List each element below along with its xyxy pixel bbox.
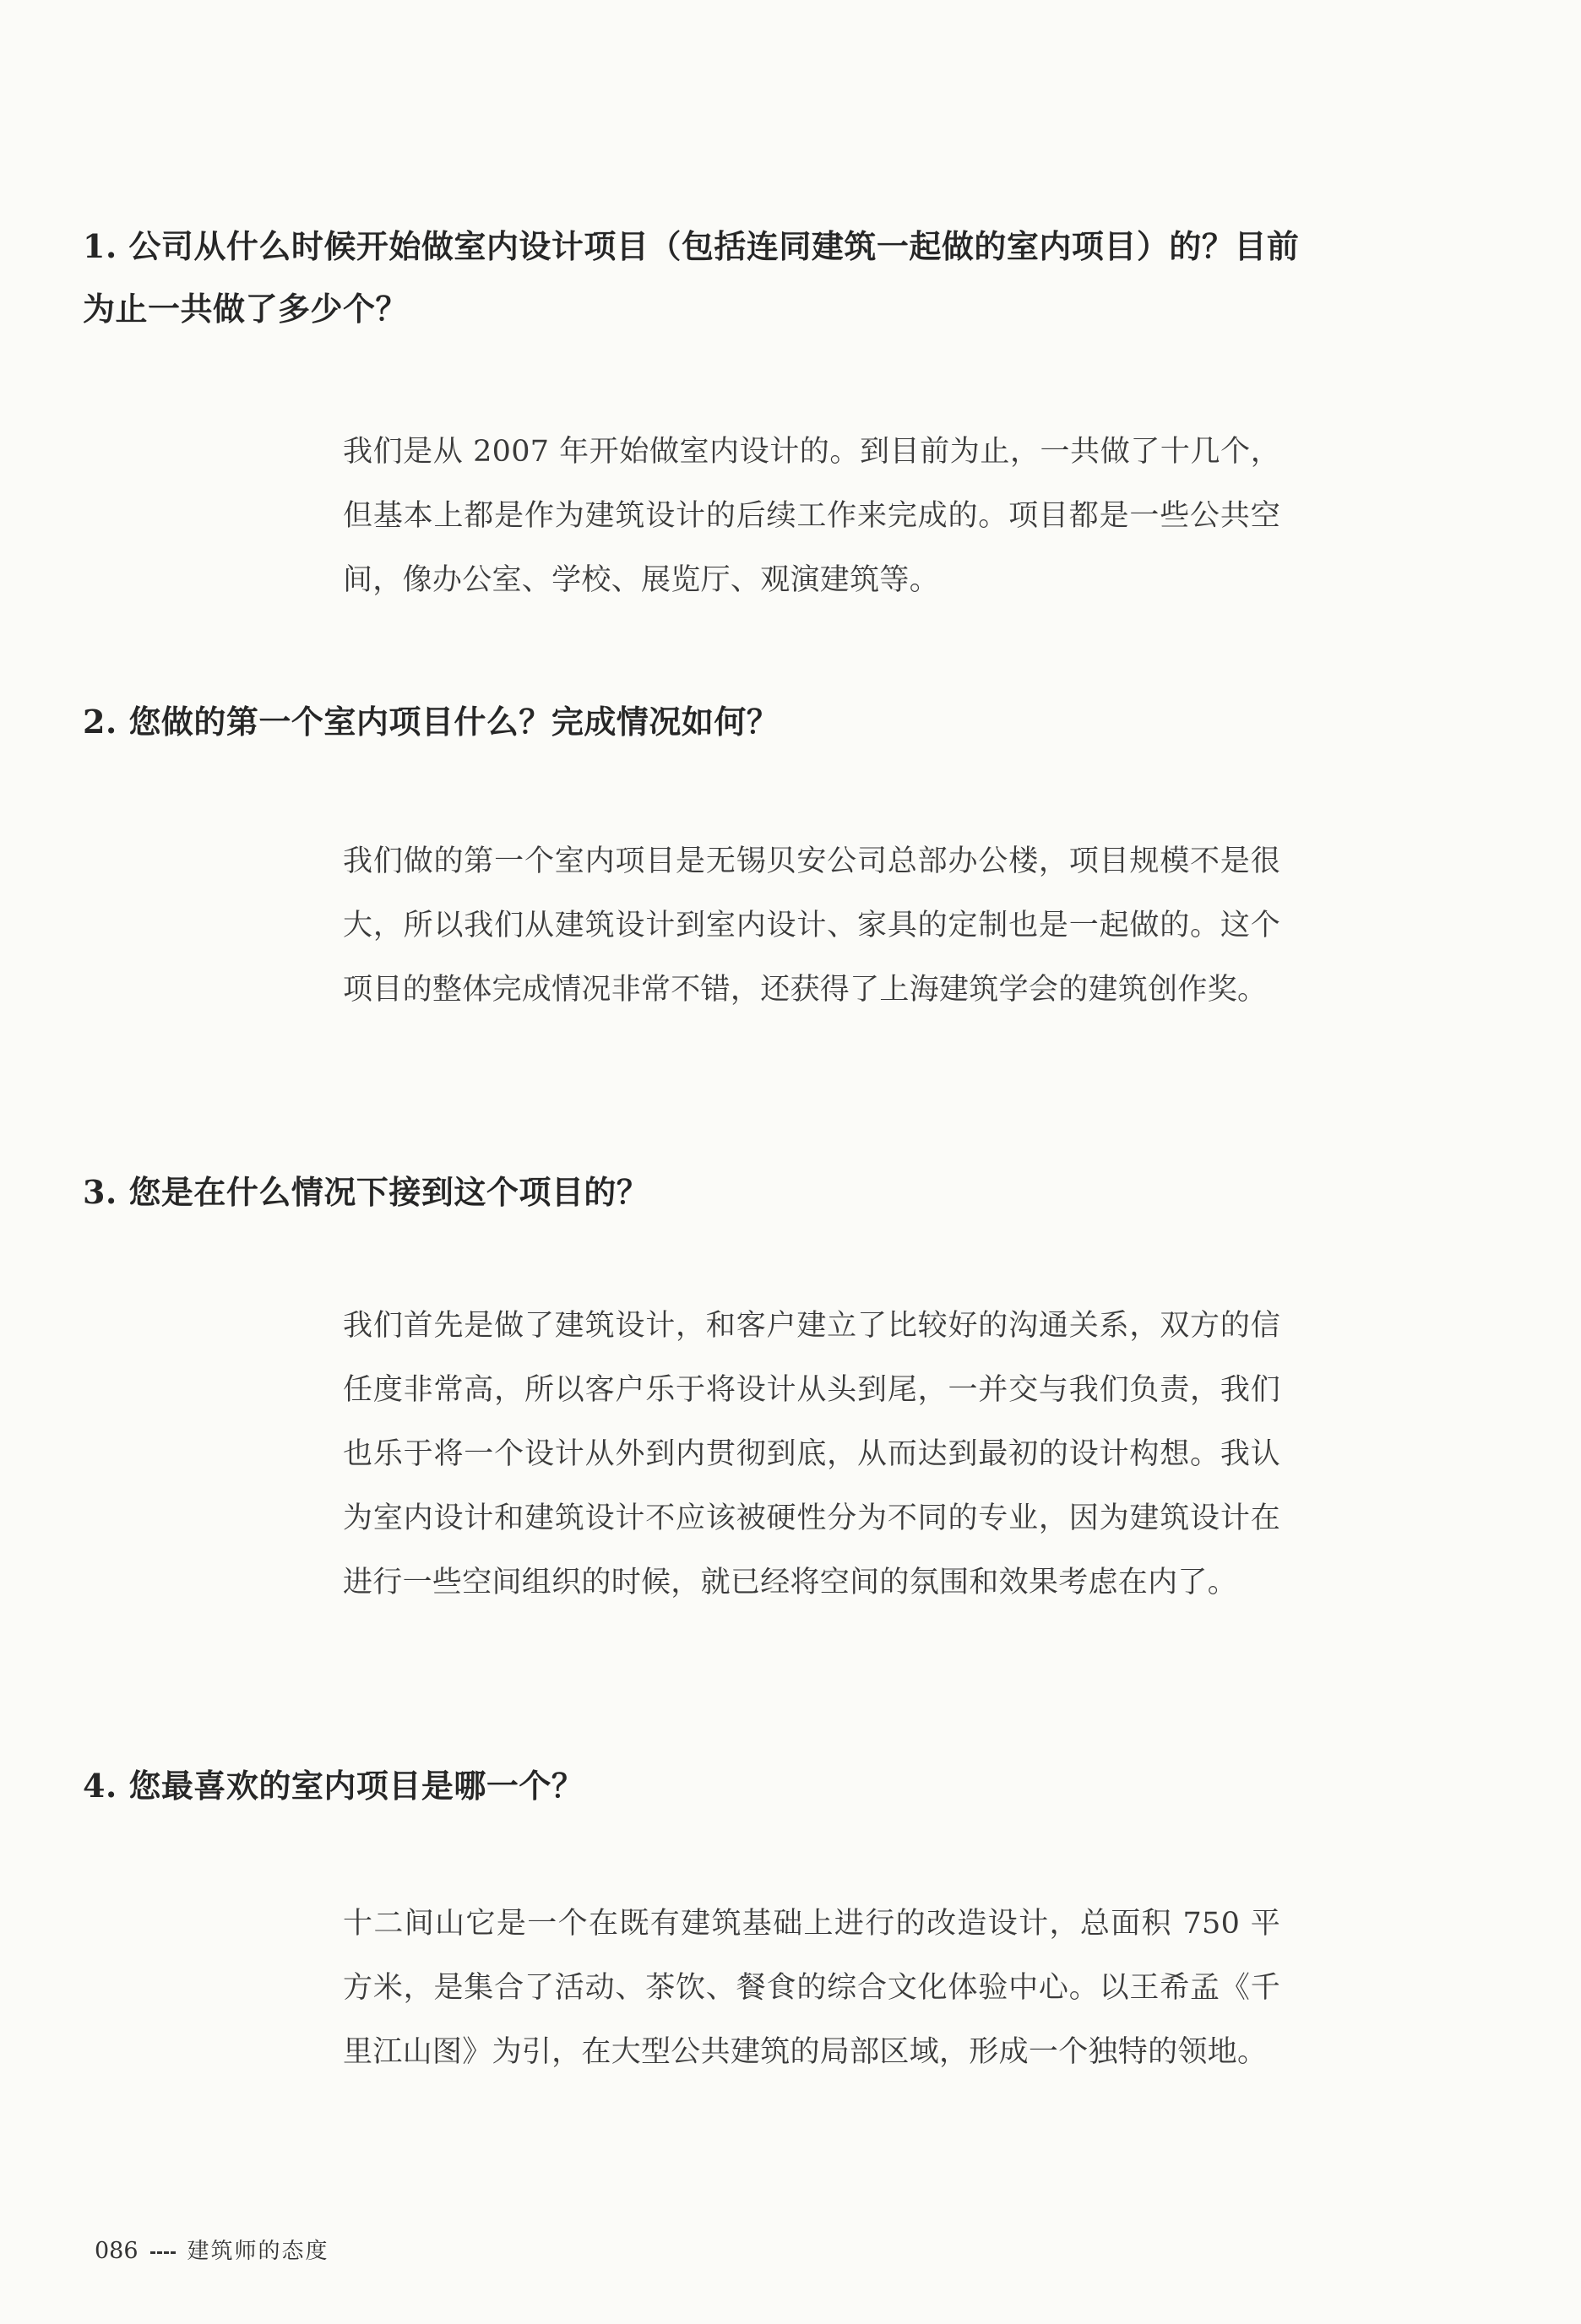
footer-separator (150, 2251, 176, 2254)
answer-2: 我们做的第一个室内项目是无锡贝安公司总部办公楼，项目规模不是很大，所以我们从建筑设计到室内设计、家具的定制也是一起做的。这个项目的整体完成情况非常不错，还获得了上海建筑学会的建筑创作奖。 (343, 844, 1280, 1007)
answer-3: 我们首先是做了建筑设计，和客户建立了比较好的沟通关系，双方的信任度非常高，所以客户乐于将设计从头到尾，一并交与我们负责，我们也乐于将一个设计从外到内贯彻到底，从而达到最初的设计构想。我认为室内设计和建筑设计不应该被硬性分为不同的专业，因为建筑设计在进行一些空间组织的时候，就已经将空间的氛围和效果考虑在内了。 (343, 1309, 1280, 1599)
page-footer (95, 2234, 329, 2268)
question-1: 1. 公司从什么时候开始做室内设计项目（包括连同建筑一起做的室内项目）的？目前为止一共做了多少个？ (83, 227, 1300, 328)
question-3: 3. 您是在什么情况下接到这个项目的？ (83, 1173, 649, 1211)
answer-1: 我们是从 2007 年开始做室内设计的。到目前为止，一共做了十几个，但基本上都是作为建筑设计的后续工作来完成的。项目都是一些公共空间，像办公室、学校、展览厅、观演建筑等。 (343, 435, 1280, 597)
answer-4: 十二间山它是一个在既有建筑基础上进行的改造设计，总面积 750 平方米，是集合了活动、茶饮、餐食的综合文化体验中心。以王希孟《千里江山图》为引，在大型公共建筑的局部区域，形成一个独特的领地。 (343, 1907, 1280, 2069)
page-number: 086 (95, 2238, 139, 2264)
question-2: 2. 您做的第一个室内项目什么？完成情况如何？ (83, 703, 780, 741)
book-title: 建筑师的态度 (187, 2239, 329, 2264)
question-4: 4. 您最喜欢的室内项目是哪一个？ (83, 1767, 584, 1805)
